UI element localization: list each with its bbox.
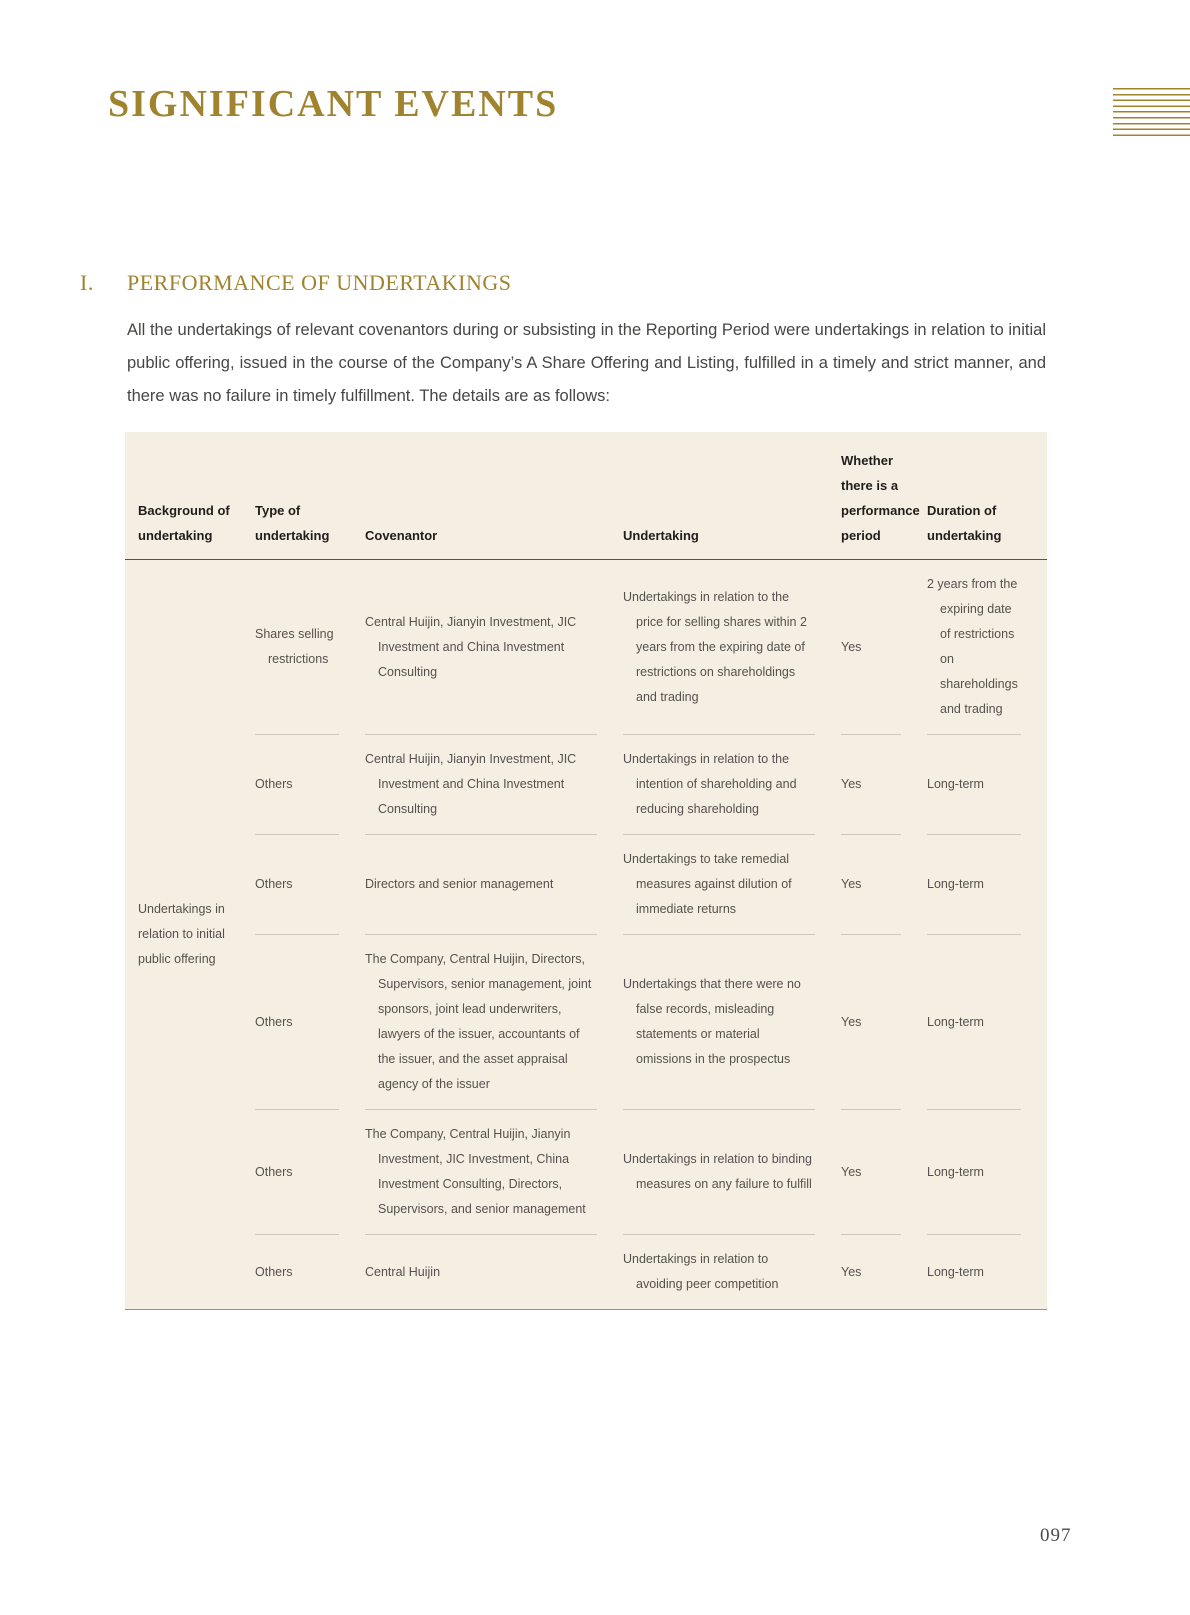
duration-cell: Long-term (927, 1110, 1047, 1235)
table-row (125, 735, 1047, 835)
undertaking-cell: Undertakings in relation to avoiding peer competition (623, 1252, 779, 1291)
performance-period-cell: Yes (841, 835, 927, 935)
col-header-performance-period: Whether there is a performance period (841, 432, 927, 560)
covenantor-cell: The Company, Central Huijin, Directors, Supervisors, senior management, joint sponsors, joint lead underwriters, lawyers of the issuer, accountants of the issuer, and the asset appraisal agency of the issuer (365, 935, 623, 1110)
table-row (125, 935, 1047, 1110)
performance-period-cell: Yes (841, 1110, 927, 1235)
type-cell: Others (255, 1110, 365, 1235)
table-row (125, 835, 1047, 935)
undertaking-cell: Undertakings that there were no false records, misleading statements or material omissions in the prospectus (623, 935, 841, 1110)
intro-paragraph: All the undertakings of relevant covenantors during or subsisting in the Reporting Period were undertakings in relation to initial public offering, issued in the course of the Company’s A Share Offering and Listing, fulfilled in a timely and strict manner, and there was no failure in timely fulfillment. The details are as follows: (127, 321, 1046, 405)
stripes-decoration-icon (1113, 88, 1190, 139)
undertakings-table (125, 432, 1047, 1310)
covenantor-cell: Central Huijin (365, 1264, 441, 1279)
type-cell: Others (255, 835, 365, 935)
covenantor-cell: Central Huijin, Jianyin Investment, JIC Investment and China Investment Consulting (365, 560, 623, 735)
duration-cell: Long-term (927, 735, 1047, 835)
covenantor-cell: Central Huijin, Jianyin Investment, JIC Investment and China Investment Consulting (365, 735, 623, 835)
section-heading: PERFORMANCE OF UNDERTAKINGS (127, 270, 512, 295)
type-cell: Shares selling restrictions (255, 560, 365, 735)
col-header-undertaking: Undertaking (623, 432, 841, 560)
duration-cell: Long-term (927, 935, 1047, 1110)
duration-cell: Long-term (927, 1264, 984, 1279)
table-row (125, 560, 1047, 735)
page-title: SIGNIFICANT EVENTS (108, 83, 559, 125)
background-cell: Undertakings in relation to initial public offering (138, 902, 225, 966)
performance-period-cell: Yes (841, 735, 927, 835)
covenantor-cell: The Company, Central Huijin, Jianyin Investment, JIC Investment, China Investment Consulting, Directors, Supervisors, and senior management (365, 1110, 623, 1235)
duration-cell: 2 years from the expiring date of restrictions on shareholdings and trading (927, 560, 1047, 735)
col-header-covenantor: Covenantor (365, 432, 623, 560)
undertakings-table-wrapper (125, 432, 1047, 1310)
performance-period-cell: Yes (841, 1264, 862, 1279)
type-cell: Others (255, 1264, 293, 1279)
duration-cell: Long-term (927, 835, 1047, 935)
page-number: 097 (1040, 1525, 1072, 1546)
table-row (125, 1110, 1047, 1235)
performance-period-cell: Yes (841, 560, 927, 735)
undertaking-cell: Undertakings in relation to binding measures on any failure to fulfill (623, 1110, 841, 1235)
section-heading-row (80, 270, 1047, 296)
undertaking-cell: Undertakings in relation to the intention of shareholding and reducing shareholding (623, 735, 841, 835)
undertaking-cell: Undertakings in relation to the price for selling shares within 2 years from the expiring date of restrictions on shareholdings and trading (623, 560, 841, 735)
table-row (125, 1235, 1047, 1309)
col-header-duration: Duration of undertaking (927, 432, 1047, 560)
section-numeral: I. (80, 270, 94, 295)
type-cell: Others (255, 735, 365, 835)
col-header-background: Background of undertaking (125, 432, 255, 560)
performance-period-cell: Yes (841, 935, 927, 1110)
covenantor-cell: Directors and senior management (365, 835, 623, 935)
undertaking-cell: Undertakings to take remedial measures against dilution of immediate returns (623, 835, 841, 935)
col-header-type: Type of undertaking (255, 432, 365, 560)
type-cell: Others (255, 935, 365, 1110)
table-header-row (125, 432, 1047, 560)
